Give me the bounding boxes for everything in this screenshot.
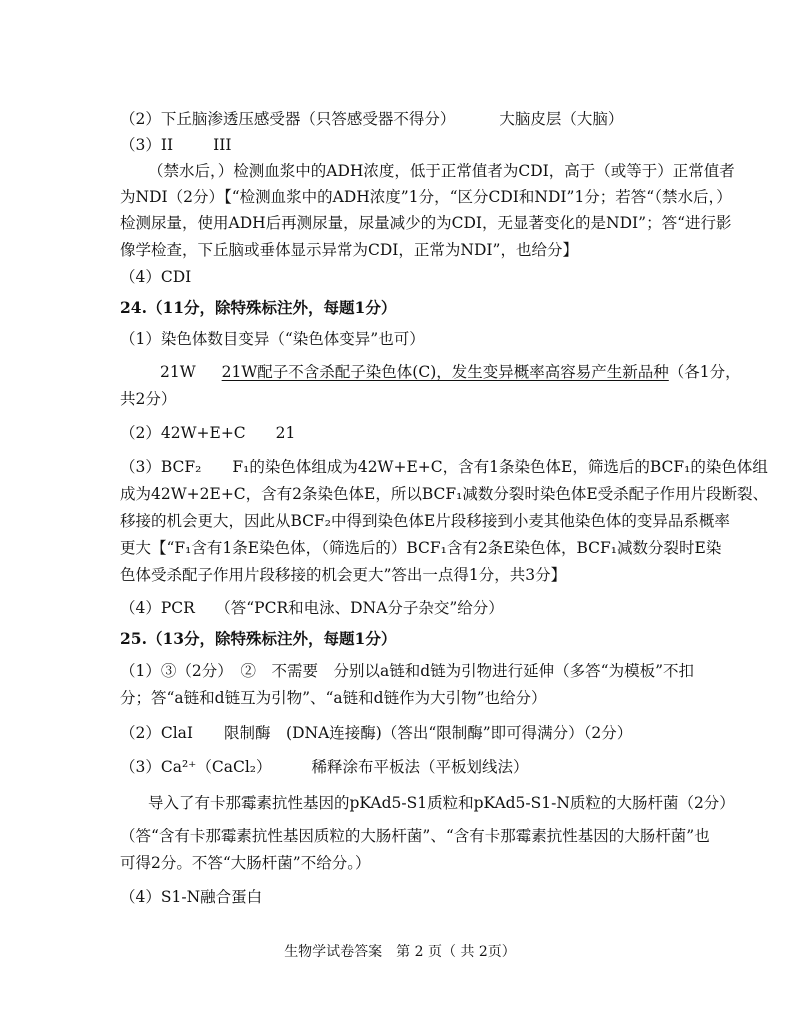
q23-part3-answer-b: III — [213, 136, 232, 154]
q25-part3-line2: 导入了有卡那霉素抗性基因的pKAd5-S1质粒和pKAd5-S1-N质粒的大肠杆菌（2分） — [148, 794, 735, 812]
q24-part1-line3: 共2分） — [120, 390, 177, 408]
q25-part1-line1: （1）③（2分） ② 不需要 分别以a链和d链为引物进行延伸（多答“为模板”不扣 — [120, 662, 694, 680]
q24-part2-answer-a: （2）42W+E+C — [120, 424, 246, 442]
q23-part3-line1: （禁水后，）检测血浆中的ADH浓度，低于正常值者为CDI，高于（或等于）正常值者 — [148, 162, 735, 180]
q23-part3-line2: 为NDI（2分）【“检测血浆中的ADH浓度”1分，“区分CDI和NDI”1分；若答“（禁水后，） — [120, 188, 732, 206]
q25-part3-answer-a: （3）Ca²⁺（CaCl₂） — [120, 758, 272, 776]
q24-part1-line2 — [160, 361, 740, 383]
page-footer: 生物学试卷答案 第 2 页（ 共 2页） — [284, 944, 516, 960]
q24-part3-line4: 更大【“F₁含有1条E染色体，（筛选后的）BCF₁含有2条E染色体，BCF₁减数分裂时E染 — [120, 539, 722, 557]
q24-part3-line1: （3）BCF₂ F₁的染色体组成为42W+E+C，含有1条染色体E，筛选后的BCF₁的染色体组 — [120, 458, 768, 476]
q25-part3-answer-b: 稀释涂布平板法（平板划线法） — [311, 758, 529, 776]
q23-part2-answer-b: 大脑皮层（大脑） — [499, 110, 624, 128]
q24-part3-line2: 成为42W+2E+C，含有2条染色体E，所以BCF₁减数分裂时染色体E受杀配子作用片段断裂、 — [120, 485, 769, 503]
q25-part3 — [120, 756, 700, 778]
q23-part2 — [120, 108, 700, 130]
q24-part3-line3: 移接的机会更大，因此从BCF₂中得到染色体E片段移接到小麦其他染色体的变异品系概率 — [120, 512, 730, 530]
q24-part1: （1）染色体数目变异（“染色体变异”也可） — [120, 330, 425, 348]
q24-header: 24.（11分，除特殊标注外，每题1分） — [120, 298, 397, 317]
q24-part1-score-note: （各1分， — [668, 363, 741, 381]
q23-part3 — [120, 134, 700, 156]
q24-part3-line5: 色体受杀配子作用片段移接的机会更大”答出一点得1分，共3分】 — [120, 566, 567, 584]
q24-part1-answer-a: 21W — [160, 363, 196, 381]
q24-part4: （4）PCR （答“PCR和电泳、DNA分子杂交”给分） — [120, 599, 504, 617]
q23-part2-answer-a: （2）下丘脑渗透压感受器（只答感受器不得分） — [120, 110, 456, 128]
q24-part1-underlined-reason: 21W配子不含杀配子染色体(C)，发生变异概率高容易产生新品种 — [221, 363, 669, 381]
q24-part2-answer-b: 21 — [275, 424, 296, 442]
q25-part2: （2）ClaI 限制酶 (DNA连接酶)（答出“限制酶”即可得满分）（2分） — [120, 724, 633, 742]
q24-part2 — [120, 422, 700, 444]
q23-part3-answer-a: （3）II — [120, 136, 174, 154]
q25-header: 25.（13分，除特殊标注外，每题1分） — [120, 629, 397, 648]
q25-part4: （4）S1-N融合蛋白 — [120, 888, 263, 906]
q23-part4: （4）CDI — [120, 268, 192, 286]
q25-part1-line2: 分；答“a链和d链互为引物”、“a链和d链作为大引物”也给分） — [120, 689, 547, 707]
q23-part3-line4: 像学检查，下丘脑或垂体显示异常为CDI，正常为NDI”，也给分】 — [120, 241, 578, 259]
q25-part3-line3: （答“含有卡那霉素抗性基因质粒的大肠杆菌”、“含有卡那霉素抗性基因的大肠杆菌”也 — [120, 827, 710, 845]
q23-part3-line3: 检测尿量，使用ADH后再测尿量，尿量减少的为CDI，无显著变化的是NDI”；答“进行影 — [120, 214, 732, 232]
q25-part3-line4: 可得2分。不答“大肠杆菌”不给分。） — [120, 854, 371, 872]
